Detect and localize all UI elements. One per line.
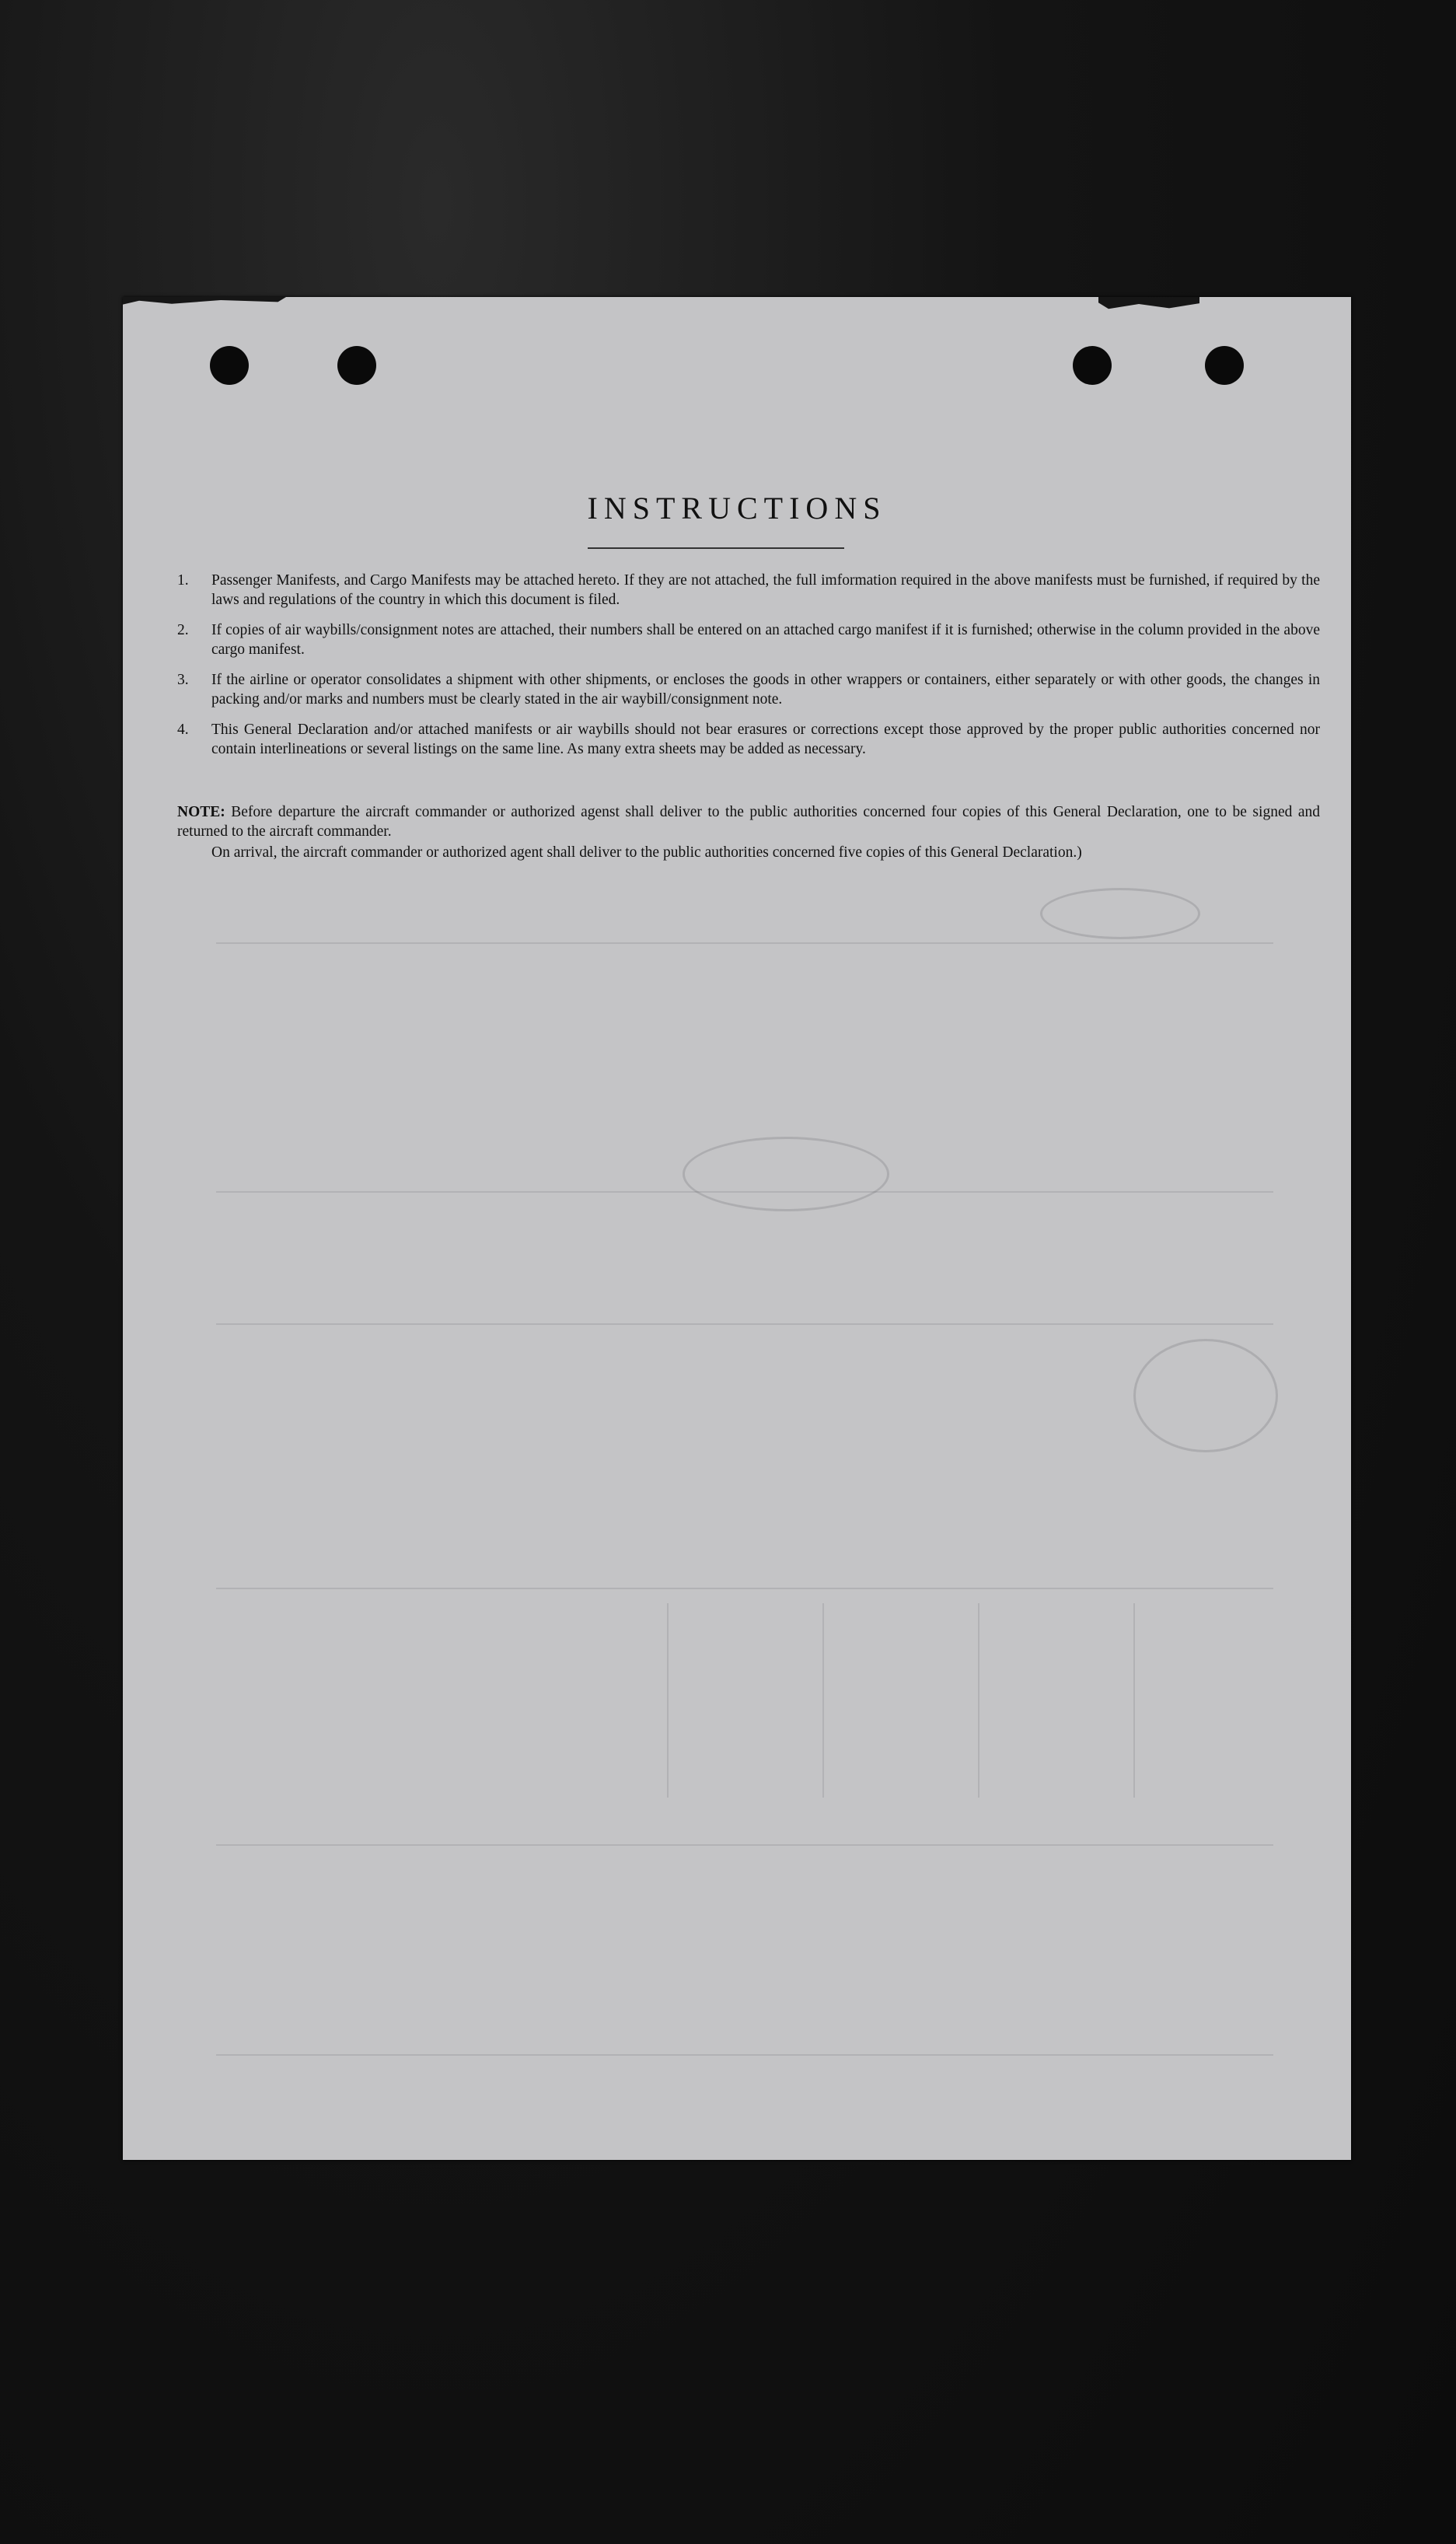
- item-text: If copies of air waybills/consignment notes are attached, their numbers shall be entered on an attached cargo manifest if it is furnished; otherwise in the column provided in the above cargo manifest.: [211, 622, 1320, 658]
- bleed-through-rule: [667, 1603, 669, 1798]
- bleed-through-signature: [1133, 1339, 1278, 1452]
- bleed-through-rule: [978, 1603, 979, 1798]
- bleed-through-rule: [216, 1844, 1273, 1846]
- punch-hole: [1205, 346, 1244, 385]
- item-text: This General Declaration and/or attached manifests or air waybills should not bear erasures or corrections except those approved by the proper public authorities concerned nor contain interlineations or several listings on the same line. As many extra sheets may be added as necessary.: [211, 722, 1320, 757]
- title-underline: [588, 547, 844, 549]
- punch-hole: [337, 346, 376, 385]
- bleed-through-rule: [216, 1588, 1273, 1589]
- bleed-through-rule: [216, 2054, 1273, 2056]
- instruction-item: [177, 620, 1320, 659]
- instruction-item: [177, 670, 1320, 709]
- note-paragraph: [177, 802, 1320, 841]
- note-block: [177, 802, 1320, 864]
- bleed-through-rule: [1133, 1603, 1135, 1798]
- punch-hole: [210, 346, 249, 385]
- instruction-item: [177, 720, 1320, 759]
- instructions-list: [177, 571, 1320, 770]
- item-number: 2.: [177, 622, 189, 638]
- note-arrival-paragraph: On arrival, the aircraft commander or authorized agent shall deliver to the public authorities concerned five copies of this General Declaration.): [211, 844, 1082, 861]
- item-number: 4.: [177, 722, 189, 738]
- item-text: Passenger Manifests, and Cargo Manifests may be attached hereto. If they are not attached, the full imformation required in the above manifests must be furnished, if required by the laws and regulations of the country in which this document is filed.: [211, 572, 1320, 608]
- note-text: Before departure the aircraft commander or authorized agenst shall deliver to the public authorities concerned four copies of this General Declaration, one to be signed and returned to the aircraft commander.: [177, 804, 1320, 840]
- punch-hole: [1073, 346, 1112, 385]
- instruction-item: [177, 571, 1320, 610]
- item-number: 1.: [177, 572, 189, 589]
- bleed-through-rule: [822, 1603, 824, 1798]
- item-number: 3.: [177, 672, 189, 688]
- torn-edge: [123, 297, 286, 309]
- document-page: [123, 297, 1351, 2160]
- note-label: NOTE:: [177, 804, 225, 820]
- torn-edge: [1098, 297, 1199, 311]
- page-title: INSTRUCTIONS: [587, 491, 887, 526]
- bleed-through-signature: [1040, 888, 1200, 939]
- bleed-through-rule: [216, 942, 1273, 944]
- bleed-through-rule: [216, 1323, 1273, 1325]
- bleed-through-signature: [683, 1137, 889, 1211]
- item-text: If the airline or operator consolidates a shipment with other shipments, or encloses the goods in other wrappers or containers, either separately or with other goods, the changes in packing and/or marks and numbers must be clearly stated in the air waybill/consignment note.: [211, 672, 1320, 708]
